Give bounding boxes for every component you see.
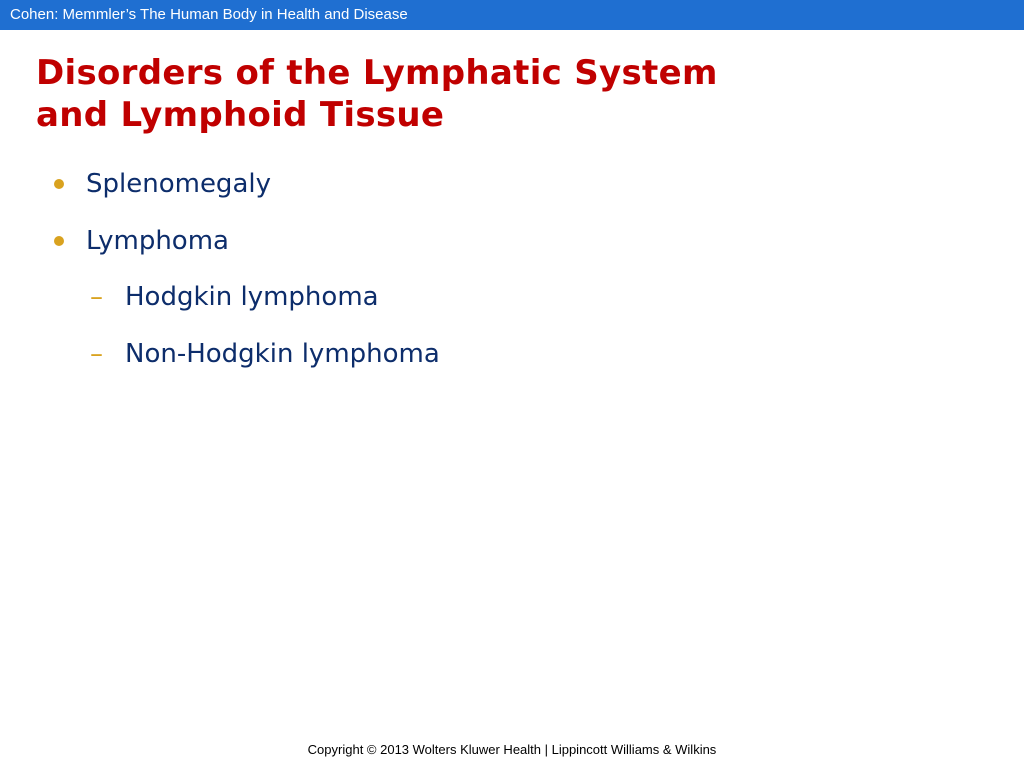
slide-title-line-1: Disorders of the Lymphatic System (36, 53, 718, 93)
bullet-item-splenomegaly (50, 164, 850, 221)
sub-bullet-item-hodgkin (50, 277, 850, 334)
book-title-header: Cohen: Memmler’s The Human Body in Health and Disease (10, 6, 408, 23)
bullet-dot-icon (54, 179, 64, 189)
slide-title-line-2: and Lymphoid Tissue (36, 95, 445, 135)
dash-bullet-icon: – (90, 338, 103, 369)
dash-bullet-icon: – (90, 282, 103, 312)
bullet-text: Splenomegaly (86, 169, 271, 199)
bullet-list (50, 164, 850, 390)
bullet-dot-icon (54, 236, 64, 246)
bullet-text: Lymphoma (86, 225, 229, 256)
header-bar (0, 0, 1024, 30)
sub-bullet-text: Hodgkin lymphoma (125, 282, 379, 312)
sub-bullet-item-non-hodgkin (50, 334, 850, 391)
copyright-footer: Copyright © 2013 Wolters Kluwer Health | Lippincott Williams & Wilkins (307, 742, 717, 757)
sub-bullet-text: Non-Hodgkin lymphoma (125, 338, 440, 369)
bullet-item-lymphoma (50, 221, 850, 278)
slide-title (36, 52, 936, 136)
